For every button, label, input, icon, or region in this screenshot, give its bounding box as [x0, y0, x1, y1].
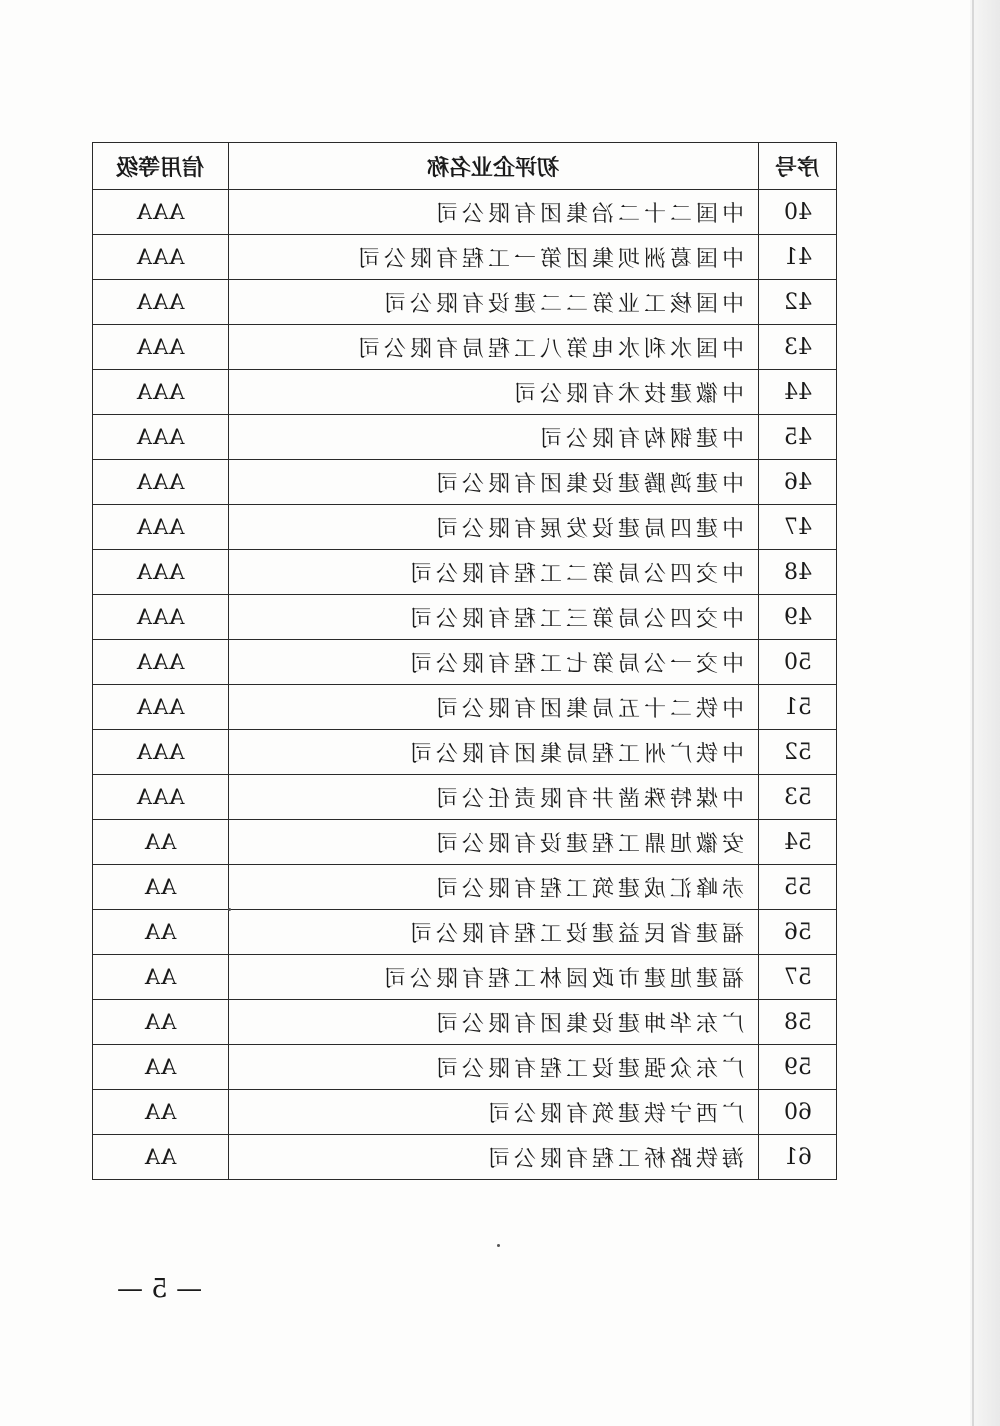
credit-grade-cell: AA — [93, 910, 229, 955]
credit-grade-cell: AA — [93, 1045, 229, 1090]
serial-number-cell: 60 — [759, 1090, 837, 1135]
serial-number-cell: 50 — [759, 640, 837, 685]
serial-number-cell: 61 — [759, 1135, 837, 1180]
company-name-cell: 安徽旭鼎工程建设有限公司 — [229, 820, 759, 865]
credit-grade-cell: AAA — [93, 775, 229, 820]
credit-grade-cell: AAA — [93, 370, 229, 415]
credit-grade-cell: AAA — [93, 415, 229, 460]
serial-number-cell: 48 — [759, 550, 837, 595]
table-row — [93, 505, 837, 550]
company-name-cell: 中交四公局第二工程有限公司 — [229, 550, 759, 595]
serial-number-cell: 57 — [759, 955, 837, 1000]
table-row — [93, 910, 837, 955]
page-margin-shadow — [970, 0, 1000, 1426]
serial-number-cell: 45 — [759, 415, 837, 460]
page-edge-line — [972, 0, 974, 1426]
credit-grade-cell: AAA — [93, 730, 229, 775]
company-name-cell: 中铁二十五局集团有限公司 — [229, 685, 759, 730]
company-name-cell: 中铁广州工程局集团有限公司 — [229, 730, 759, 775]
serial-number-cell: 40 — [759, 190, 837, 235]
table-row — [93, 325, 837, 370]
serial-number-cell: 56 — [759, 910, 837, 955]
header-serial: 序号 — [759, 143, 837, 190]
credit-grade-cell: AAA — [93, 325, 229, 370]
header-company-name: 初评企业名称 — [229, 143, 759, 190]
table-row — [93, 685, 837, 730]
company-name-cell: 中国二十二冶集团有限公司 — [229, 190, 759, 235]
company-name-cell: 赤峰汇成建筑工程有限公司 — [229, 865, 759, 910]
credit-grade-cell: AAA — [93, 460, 229, 505]
table-row — [93, 550, 837, 595]
serial-number-cell: 52 — [759, 730, 837, 775]
serial-number-cell: 49 — [759, 595, 837, 640]
credit-grade-cell: AAA — [93, 235, 229, 280]
company-name-cell: 海铁路桥工程有限公司 — [229, 1135, 759, 1180]
table-row — [93, 190, 837, 235]
company-name-cell: 广西宁铁建筑有限公司 — [229, 1090, 759, 1135]
serial-number-cell: 41 — [759, 235, 837, 280]
company-name-cell: 中交一公局第七工程有限公司 — [229, 640, 759, 685]
company-name-cell: 中建四局建设发展有限公司 — [229, 505, 759, 550]
company-name-cell: 中徽建技术有限公司 — [229, 370, 759, 415]
serial-number-cell: 44 — [759, 370, 837, 415]
serial-number-cell: 42 — [759, 280, 837, 325]
table-row — [93, 280, 837, 325]
serial-number-cell: 51 — [759, 685, 837, 730]
company-name-cell: 福建旭建市政园林工程有限公司 — [229, 955, 759, 1000]
table-header-row — [93, 143, 837, 190]
credit-grade-cell: AAA — [93, 280, 229, 325]
credit-grade-cell: AAA — [93, 550, 229, 595]
company-name-cell: 中国水利水电第八工程局有限公司 — [229, 325, 759, 370]
credit-grade-cell: AA — [93, 865, 229, 910]
credit-rating-table — [92, 142, 837, 1180]
serial-number-cell: 47 — [759, 505, 837, 550]
table-row — [93, 1000, 837, 1045]
credit-grade-cell: AA — [93, 1090, 229, 1135]
company-name-cell: 中交四公局第三工程有限公司 — [229, 595, 759, 640]
serial-number-cell: 46 — [759, 460, 837, 505]
credit-grade-cell: AA — [93, 1135, 229, 1180]
serial-number-cell: 53 — [759, 775, 837, 820]
table-row — [93, 955, 837, 1000]
scan-speck — [497, 1244, 500, 1247]
credit-grade-cell: AA — [93, 1000, 229, 1045]
company-name-cell: 广东华坤建设集团有限公司 — [229, 1000, 759, 1045]
credit-grade-cell: AAA — [93, 505, 229, 550]
serial-number-cell: 58 — [759, 1000, 837, 1045]
page-number: — 5 — — [117, 1274, 203, 1304]
table-row — [93, 1090, 837, 1135]
credit-grade-cell: AAA — [93, 640, 229, 685]
table-row — [93, 1135, 837, 1180]
company-name-cell: 中国核工业第二二建设有限公司 — [229, 280, 759, 325]
company-name-cell: 中建鸿腾建设集团有限公司 — [229, 460, 759, 505]
table-row — [93, 595, 837, 640]
serial-number-cell: 55 — [759, 865, 837, 910]
serial-number-cell: 59 — [759, 1045, 837, 1090]
company-name-cell: 中国葛洲坝集团第一工程有限公司 — [229, 235, 759, 280]
table-row — [93, 235, 837, 280]
credit-grade-cell: AA — [93, 820, 229, 865]
credit-grade-cell: AA — [93, 955, 229, 1000]
company-name-cell: 福建省民益建设工程有限公司 — [229, 910, 759, 955]
credit-grade-cell: AAA — [93, 685, 229, 730]
serial-number-cell: 43 — [759, 325, 837, 370]
table-row — [93, 775, 837, 820]
table-row — [93, 820, 837, 865]
table-row — [93, 865, 837, 910]
scan-speck — [228, 908, 231, 911]
table-row — [93, 370, 837, 415]
company-name-cell: 中建钢构有限公司 — [229, 415, 759, 460]
table-row — [93, 460, 837, 505]
table-row — [93, 1045, 837, 1090]
company-name-cell: 中煤特殊凿井有限责任公司 — [229, 775, 759, 820]
header-credit-grade: 信用等级 — [93, 143, 229, 190]
credit-grade-cell: AAA — [93, 595, 229, 640]
serial-number-cell: 54 — [759, 820, 837, 865]
company-name-cell: 广东众强建设工程有限公司 — [229, 1045, 759, 1090]
credit-grade-cell: AAA — [93, 190, 229, 235]
table-row — [93, 640, 837, 685]
table-row — [93, 415, 837, 460]
table-row — [93, 730, 837, 775]
